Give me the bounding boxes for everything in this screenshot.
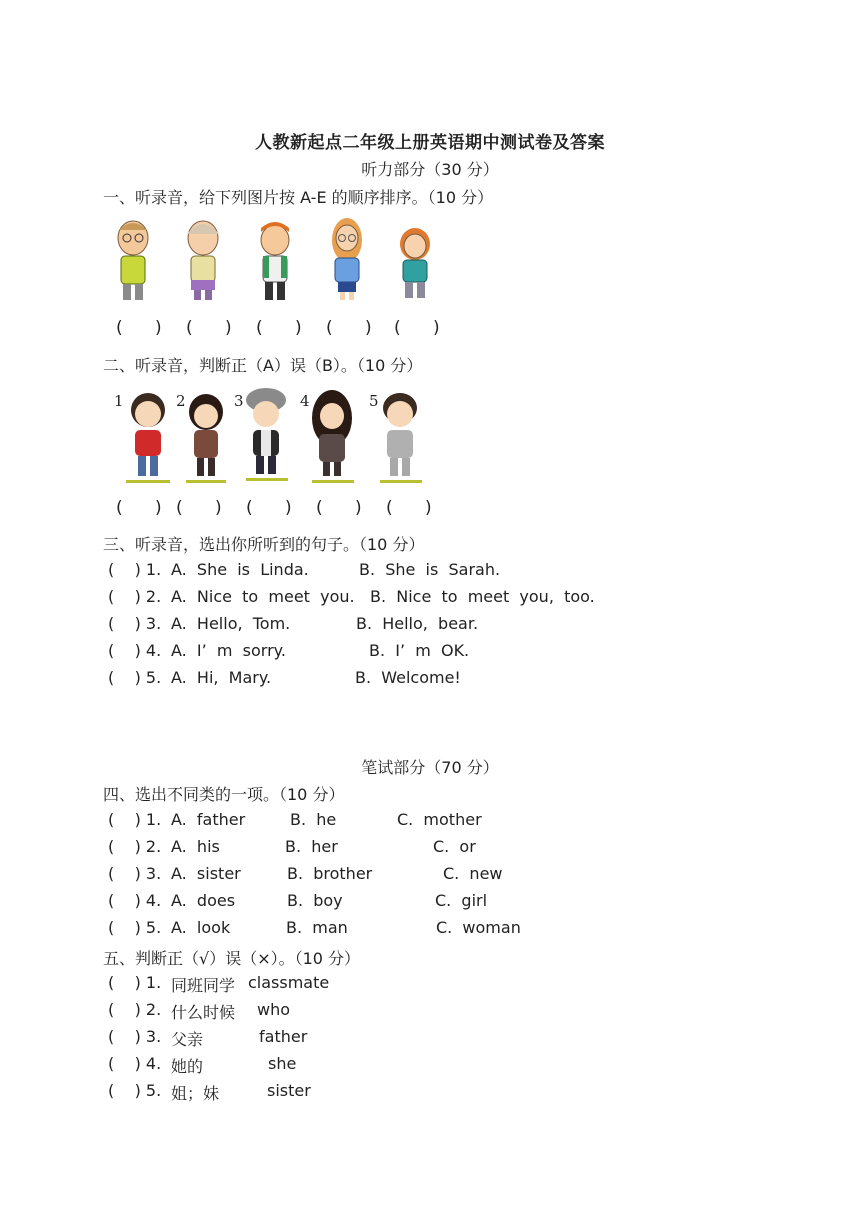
girl-long-hair-icon bbox=[312, 390, 354, 483]
section1-answer-paren-2[interactable]: ( ) bbox=[186, 318, 232, 338]
section4-q2-option-a: A. his bbox=[171, 837, 220, 856]
woman-figure-icon bbox=[332, 218, 362, 300]
section3-q3-option-b: B. Hello, bear. bbox=[356, 614, 479, 633]
section4-q3-option-a: A. sister bbox=[171, 864, 241, 883]
section1-illustrations bbox=[103, 214, 453, 306]
section2-answer-paren-4[interactable]: ( ) bbox=[316, 498, 362, 518]
section2-answer-paren-2[interactable]: ( ) bbox=[176, 498, 222, 518]
listening-header: 听力部分（30 分） bbox=[361, 160, 499, 179]
section3-q5-option-b: B. Welcome! bbox=[355, 668, 461, 687]
section5-q4-english: she bbox=[268, 1054, 297, 1073]
boy-grey-hat-icon bbox=[246, 388, 288, 481]
section2-illustrations bbox=[114, 384, 444, 484]
section4-q4-option-b: B. boy bbox=[287, 891, 343, 910]
section4-q5-option-c: C. woman bbox=[436, 918, 521, 937]
section5-q1-chinese: 同班同学 bbox=[171, 976, 236, 995]
section5-q1-english: classmate bbox=[248, 973, 330, 992]
section5-q2-chinese: 什么时候 bbox=[171, 1003, 236, 1022]
girl-figure-icon bbox=[400, 228, 430, 298]
section3-q1-option-a: A. She is Linda. bbox=[171, 560, 309, 579]
section3-q5-prefix[interactable]: ( ) 5. bbox=[108, 668, 162, 687]
section4-q4-prefix[interactable]: ( ) 4. bbox=[108, 891, 162, 910]
section5-q2-prefix[interactable]: ( ) 2. bbox=[108, 1000, 162, 1019]
section5-q1-prefix[interactable]: ( ) 1. bbox=[108, 973, 162, 992]
page-title: 人教新起点二年级上册英语期中测试卷及答案 bbox=[255, 133, 605, 153]
section5-heading: 五、判断正（√）误（×）。（10 分） bbox=[103, 949, 361, 968]
section4-q3-option-b: B. brother bbox=[287, 864, 373, 883]
section4-q2-option-b: B. her bbox=[285, 837, 338, 856]
section3-heading: 三、听录音，选出你所听到的句子。（10 分） bbox=[103, 535, 425, 554]
section2-answer-paren-5[interactable]: ( ) bbox=[386, 498, 432, 518]
writing-header: 笔试部分（70 分） bbox=[361, 758, 499, 777]
section5-q4-chinese: 她的 bbox=[171, 1057, 204, 1076]
man-figure-icon bbox=[118, 221, 148, 300]
section4-q3-option-c: C. new bbox=[443, 864, 503, 883]
section4-q3-prefix[interactable]: ( ) 3. bbox=[108, 864, 162, 883]
section2-answer-paren-3[interactable]: ( ) bbox=[246, 498, 292, 518]
section1-answer-paren-5[interactable]: ( ) bbox=[394, 318, 440, 338]
section3-q2-prefix[interactable]: ( ) 2. bbox=[108, 587, 162, 606]
section4-q4-option-c: C. girl bbox=[435, 891, 488, 910]
section1-heading: 一、听录音，给下列图片按 A-E 的顺序排序。（10 分） bbox=[103, 188, 494, 207]
boy-grey-suit-icon bbox=[380, 393, 422, 483]
section5-q5-prefix[interactable]: ( ) 5. bbox=[108, 1081, 162, 1100]
section4-q5-option-b: B. man bbox=[286, 918, 348, 937]
section5-q5-english: sister bbox=[267, 1081, 311, 1100]
section4-q2-option-c: C. or bbox=[433, 837, 476, 856]
section1-answer-paren-4[interactable]: ( ) bbox=[326, 318, 372, 338]
boy-figure-icon bbox=[261, 222, 289, 300]
section1-answer-paren-1[interactable]: ( ) bbox=[116, 318, 162, 338]
boy-red-jacket-icon bbox=[126, 393, 170, 483]
girl-brown-coat-icon bbox=[186, 394, 226, 483]
section5-q3-chinese: 父亲 bbox=[171, 1030, 204, 1049]
section4-q5-option-a: A. look bbox=[171, 918, 231, 937]
section5-q3-english: father bbox=[259, 1027, 308, 1046]
section3-q5-option-a: A. Hi, Mary. bbox=[171, 668, 272, 687]
section3-q2-option-a: A. Nice to meet you. bbox=[171, 587, 355, 606]
section4-q1-option-a: A. father bbox=[171, 810, 246, 829]
picture-number-2: 2 bbox=[176, 392, 186, 410]
section5-q3-prefix[interactable]: ( ) 3. bbox=[108, 1027, 162, 1046]
section3-q1-prefix[interactable]: ( ) 1. bbox=[108, 560, 162, 579]
section4-q1-prefix[interactable]: ( ) 1. bbox=[108, 810, 162, 829]
section3-q4-option-b: B. I’ m OK. bbox=[369, 641, 470, 660]
section2-answer-paren-1[interactable]: ( ) bbox=[116, 498, 162, 518]
section4-q1-option-b: B. he bbox=[290, 810, 337, 829]
section4-q1-option-c: C. mother bbox=[397, 810, 482, 829]
section4-q5-prefix[interactable]: ( ) 5. bbox=[108, 918, 162, 937]
grandmother-figure-icon bbox=[187, 221, 219, 300]
section5-q5-chinese: 姐；妹 bbox=[171, 1084, 220, 1103]
section3-q3-prefix[interactable]: ( ) 3. bbox=[108, 614, 162, 633]
picture-number-5: 5 bbox=[369, 392, 379, 410]
section3-q4-option-a: A. I’ m sorry. bbox=[171, 641, 286, 660]
section2-heading: 二、听录音，判断正（A）误（B）。（10 分） bbox=[103, 356, 423, 375]
section4-q2-prefix[interactable]: ( ) 2. bbox=[108, 837, 162, 856]
section3-q4-prefix[interactable]: ( ) 4. bbox=[108, 641, 162, 660]
section3-q3-option-a: A. Hello, Tom. bbox=[171, 614, 291, 633]
picture-number-4: 4 bbox=[300, 392, 310, 410]
picture-number-1: 1 bbox=[114, 392, 124, 410]
section5-q4-prefix[interactable]: ( ) 4. bbox=[108, 1054, 162, 1073]
section3-q1-option-b: B. She is Sarah. bbox=[359, 560, 501, 579]
section3-q2-option-b: B. Nice to meet you, too. bbox=[370, 587, 595, 606]
section4-heading: 四、选出不同类的一项。（10 分） bbox=[103, 785, 345, 804]
section5-q2-english: who bbox=[257, 1000, 291, 1019]
picture-number-3: 3 bbox=[234, 392, 244, 410]
section1-answer-paren-3[interactable]: ( ) bbox=[256, 318, 302, 338]
section4-q4-option-a: A. does bbox=[171, 891, 236, 910]
